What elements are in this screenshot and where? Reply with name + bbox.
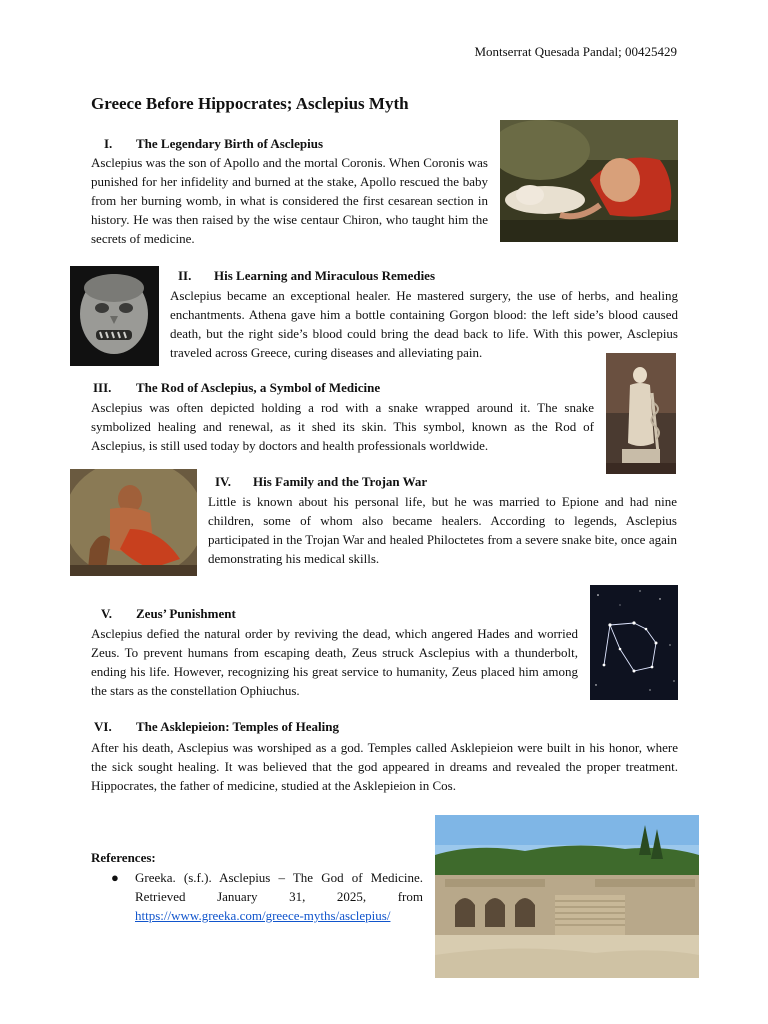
bullet-icon: ●: [111, 870, 119, 885]
section-4-body: Little is known about his personal life, but he was married to Epione and had nine children, some of whom also became healers. According to legends, Asclepius participated in the Trojan War and healed Philoctetes from a severe snake bite, once again demonstrating his medical skills.: [208, 494, 677, 566]
gorgon-mask-image: [70, 266, 159, 366]
philoctetes-painting: [70, 469, 197, 576]
author-line: Montserrat Quesada Pandal; 00425429: [474, 44, 677, 59]
section-5-heading: [101, 606, 236, 622]
section-2-heading: [178, 268, 435, 284]
reference-entry: [111, 868, 423, 925]
ophiuchus-constellation-image: [590, 585, 678, 700]
section-3-numeral: III.: [93, 380, 112, 395]
section-4-numeral: IV.: [215, 474, 232, 489]
asclepius-statue-image: [606, 353, 676, 474]
reference-citation: Greeka. (s.f.). Asclepius – The God of Medicine. Retrieved January 31, 2025, from: [135, 870, 423, 904]
section-3-title: The Rod of Asclepius, a Symbol of Medicine: [136, 380, 381, 395]
section-4-title: His Family and the Trojan War: [253, 474, 428, 489]
document-title: Greece Before Hippocrates; Asclepius Myth: [91, 94, 409, 113]
asklepieion-ruins-photo: [435, 815, 699, 978]
section-3-heading: [93, 380, 380, 396]
section-2-title: His Learning and Miraculous Remedies: [214, 268, 436, 283]
reference-link[interactable]: https://www.greeka.com/greece-myths/asclepius/: [135, 908, 391, 923]
section-1-body: Asclepius was the son of Apollo and the mortal Coronis. When Coronis was punished for her infidelity and burned at the stake, Apollo rescued the baby from her burning womb, in what is considered the first cesarean section in history. He was then raised by the wise centaur Chiron, who taught him the secrets of medicine.: [91, 155, 488, 246]
section-6-title: The Asklepieion: Temples of Healing: [136, 719, 339, 734]
section-1-numeral: I.: [104, 136, 113, 151]
section-4-heading: [215, 474, 427, 490]
section-2-body: Asclepius became an exceptional healer. He mastered surgery, the use of herbs, and healing enchantments. Athena gave him a bottle containing Gorgon blood: the left side’s blood caused death, but the right side’s blood could bring the dead back to life. With this power, Asclepius traveled across Greece, curing diseases and alleviating pain.: [170, 288, 678, 360]
section-5-numeral: V.: [101, 606, 112, 621]
section-6-numeral: VI.: [94, 719, 112, 734]
section-3-body: Asclepius was often depicted holding a rod with a snake wrapped around it. The snake symbolized healing and renewal, as it shed its skin. This symbol, known as the Rod of Asclepius, is still used today by doctors and health professionals worldwide.: [91, 400, 594, 453]
section-5-body: Asclepius defied the natural order by reviving the dead, which angered Hades and worried Zeus. To prevent humans from escaping death, Zeus struck Asclepius with a thunderbolt, ending his life. However, recognizing his great service to humanity, Zeus placed him among the stars as the constellation Ophiuchus.: [91, 626, 578, 698]
section-6-heading: [94, 719, 339, 735]
apollo-coronis-painting: [500, 120, 678, 242]
section-6-body: After his death, Asclepius was worshiped as a god. Temples called Asklepieion were built in his honor, where the sick sought healing. It was believed that the god appeared in dreams and revealed the proper treatment. Hippocrates, the father of medicine, studied at the Asklepieion in Cos.: [91, 740, 678, 793]
section-1-heading: [104, 136, 323, 152]
section-5-title: Zeus’ Punishment: [136, 606, 236, 621]
section-2-numeral: II.: [178, 268, 192, 283]
section-1-title: The Legendary Birth of Asclepius: [136, 136, 324, 151]
references-title: References:: [91, 850, 156, 865]
